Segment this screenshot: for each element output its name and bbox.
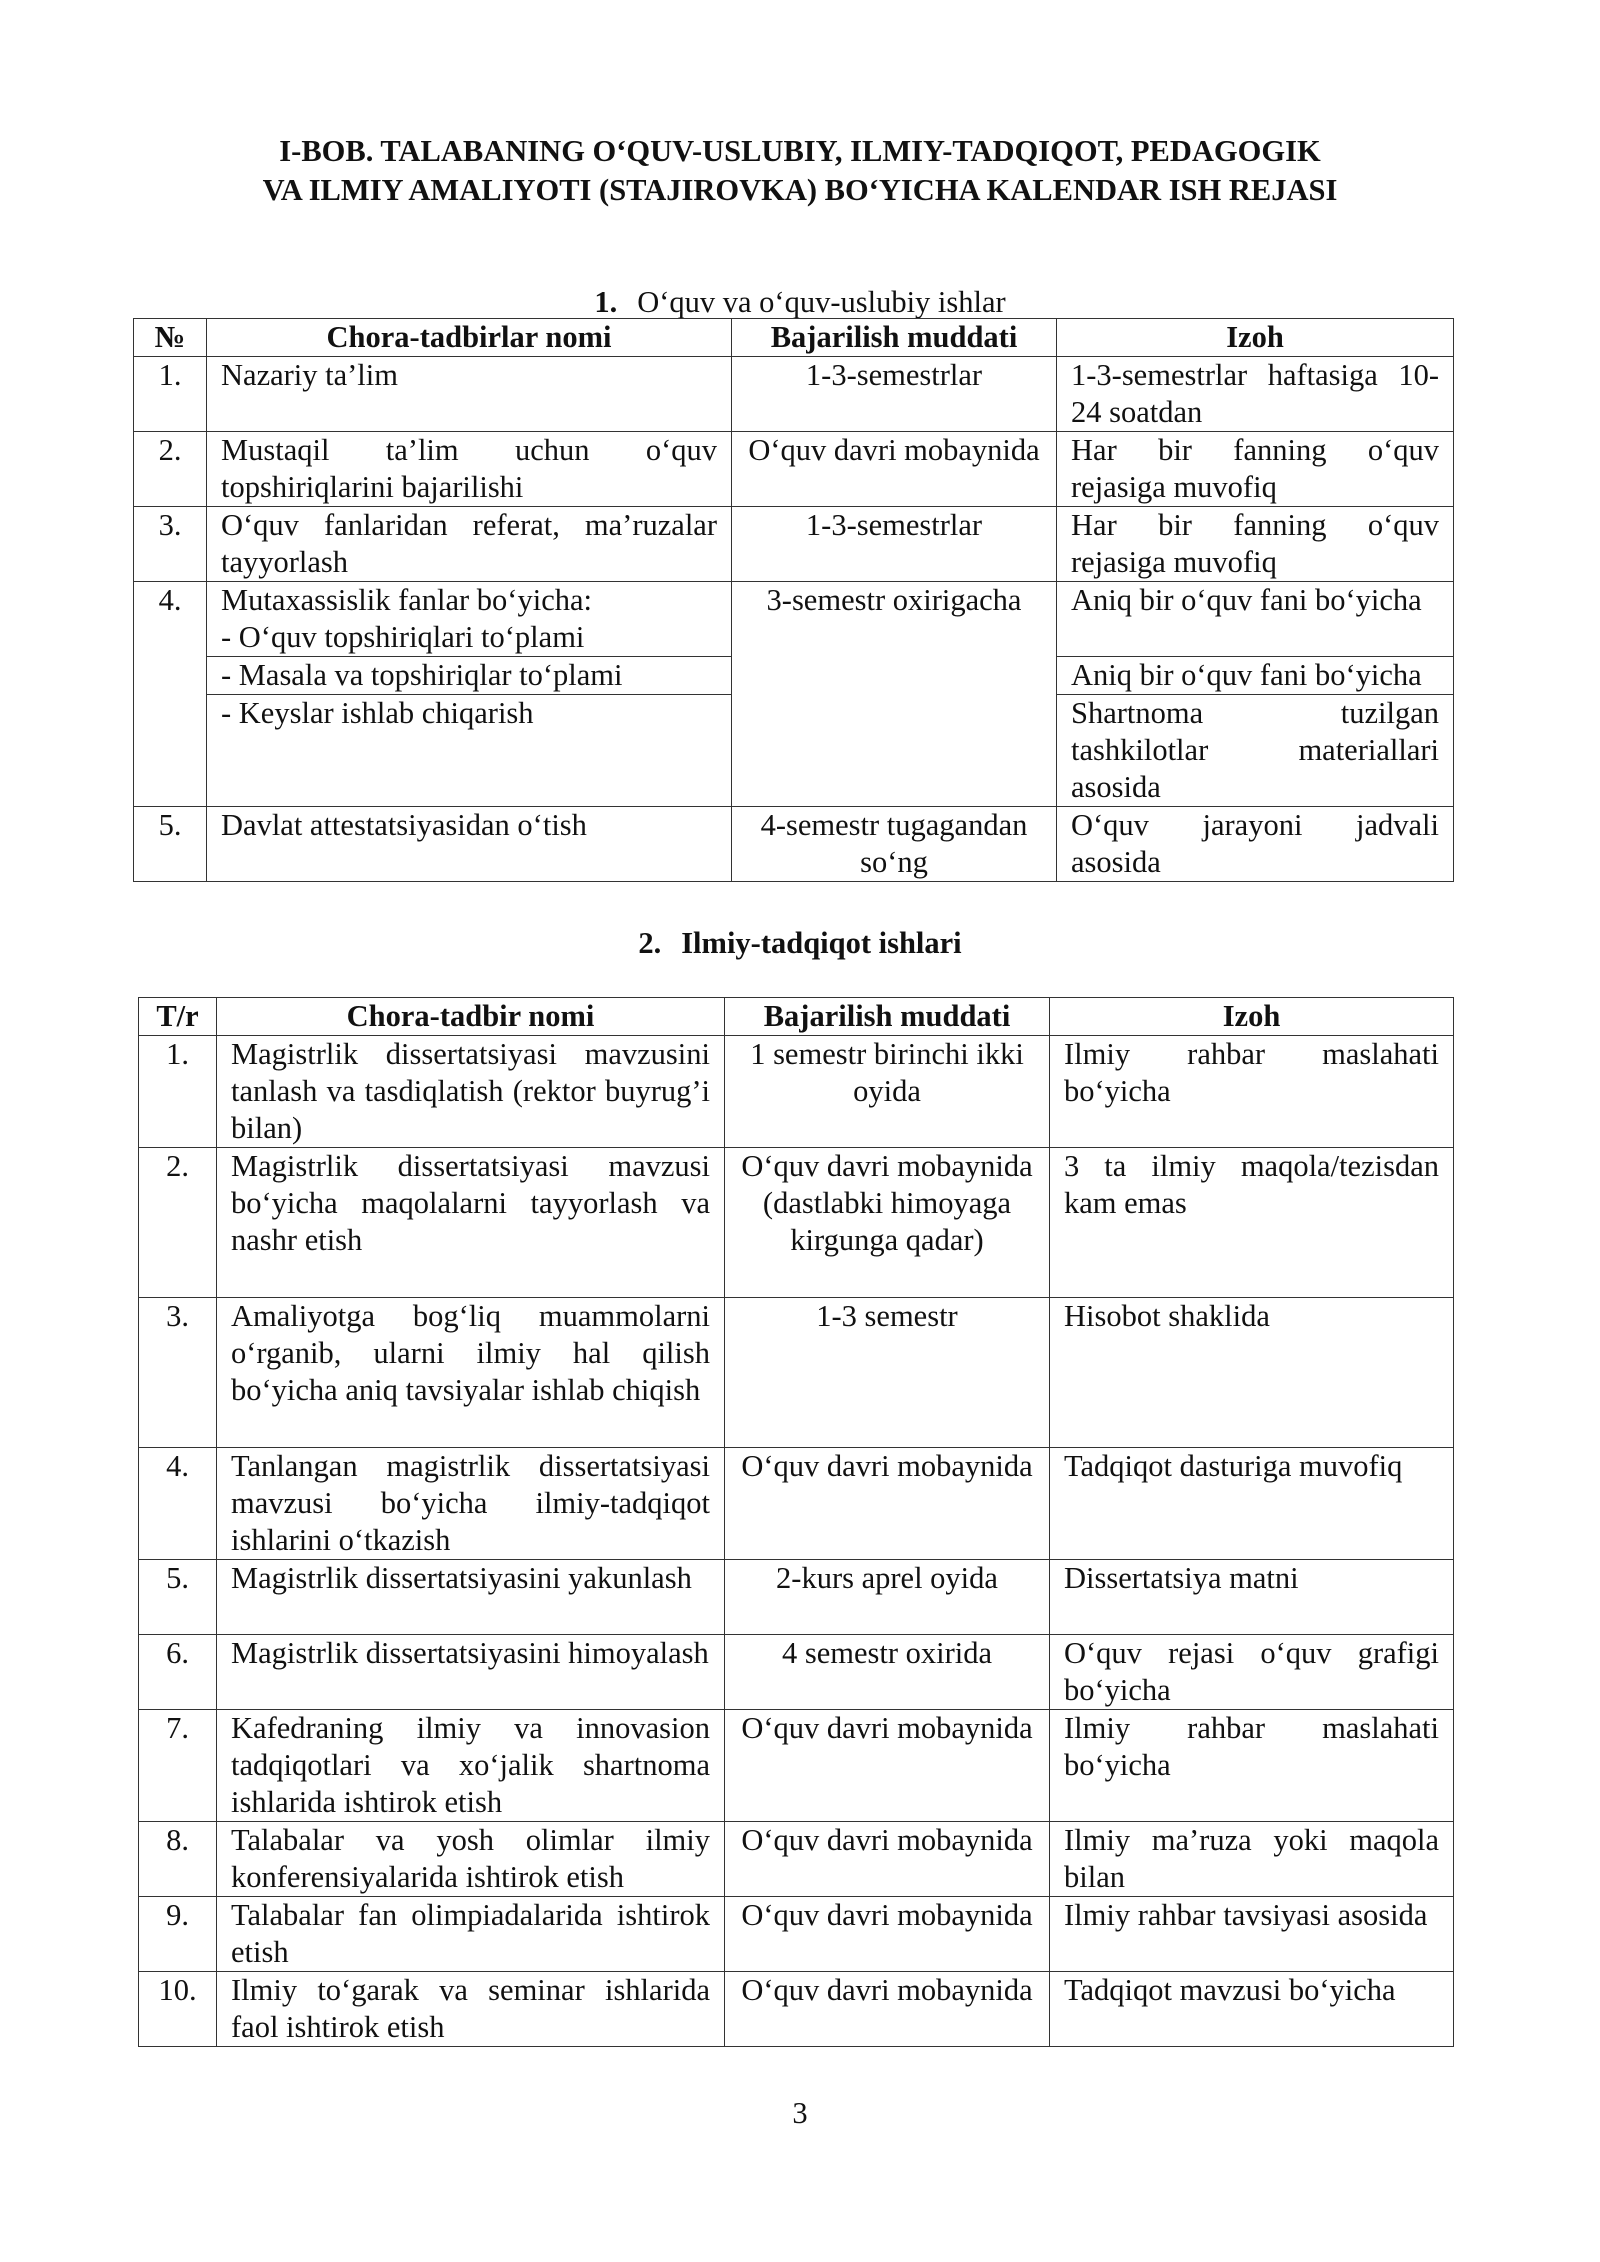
row-term: 2-kurs aprel oyida <box>725 1560 1050 1635</box>
table-row <box>139 1822 1454 1897</box>
column-header: Bajarilish muddati <box>725 998 1050 1036</box>
row-note: Aniq bir o‘quv fani bo‘yicha <box>1057 657 1454 695</box>
chapter-title-line-1: I-BOB. TALABANING O‘QUV-USLUBIY, ILMIY-TADQIQOT, PEDAGOGIK <box>279 134 1321 168</box>
chapter-title-line-2: VA ILMIY AMALIYOTI (STAJIROVKA) BO‘YICHA KALENDAR ISH REJASI <box>262 173 1338 207</box>
row-number: 1. <box>134 357 207 432</box>
table-header-row <box>139 998 1454 1036</box>
table-row <box>139 1148 1454 1298</box>
table-row <box>139 1635 1454 1710</box>
table-row <box>139 1710 1454 1822</box>
row-name: Tanlangan magistrlik dissertatsiyasi mavzusi bo‘yicha ilmiy-tadqiqot ishlarini o‘tkazish <box>217 1448 725 1560</box>
row-number: 7. <box>139 1710 217 1822</box>
row-name: Magistrlik dissertatsiyasini himoyalash <box>217 1635 725 1710</box>
section-2-number: 2. <box>638 926 662 960</box>
row-term: 3-semestr oxirigacha <box>732 582 1057 807</box>
table-header-row <box>134 319 1454 357</box>
row-term: O‘quv davri mobaynida <box>732 432 1057 507</box>
column-header: Chora-tadbirlar nomi <box>207 319 732 357</box>
section-1-number: 1. <box>594 285 618 319</box>
column-header: Izoh <box>1050 998 1454 1036</box>
row-term: 1-3-semestrlar <box>732 357 1057 432</box>
row-name: Talabalar va yosh olimlar ilmiy konferensiyalarida ishtirok etish <box>217 1822 725 1897</box>
row-name: Mustaqil ta’lim uchun o‘quv topshiriqlarini bajarilishi <box>207 432 732 507</box>
row-term: O‘quv davri mobaynida <box>725 1710 1050 1822</box>
row-note: Dissertatsiya matni <box>1050 1560 1454 1635</box>
row-name: Magistrlik dissertatsiyasini yakunlash <box>217 1560 725 1635</box>
table-row <box>139 1972 1454 2047</box>
section-2-title: Ilmiy-tadqiqot ishlari <box>681 926 962 960</box>
row-name: Magistrlik dissertatsiyasi mavzusini tanlash va tasdiqlatish (rektor buyrug’i bilan) <box>217 1036 725 1148</box>
row-note: Ilmiy rahbar maslahati bo‘yicha <box>1050 1036 1454 1148</box>
row-number: 8. <box>139 1822 217 1897</box>
row-number: 5. <box>139 1560 217 1635</box>
row-note: Har bir fanning o‘quv rejasiga muvofiq <box>1057 507 1454 582</box>
row-number: 4. <box>134 582 207 807</box>
column-header: № <box>134 319 207 357</box>
row-name: O‘quv fanlaridan referat, ma’ruzalar tayyorlash <box>207 507 732 582</box>
section-2-heading <box>0 925 1600 961</box>
row-term: 1-3 semestr <box>725 1298 1050 1448</box>
row-name: Davlat attestatsiyasidan o‘tish <box>207 807 732 882</box>
row-note: Aniq bir o‘quv fani bo‘yicha <box>1057 582 1454 657</box>
row-note: Shartnoma tuzilgan tashkilotlar materiallari asosida <box>1057 695 1454 807</box>
row-note: 3 ta ilmiy maqola/tezisdan kam emas <box>1050 1148 1454 1298</box>
section-1-title: O‘quv va o‘quv-uslubiy ishlar <box>637 285 1006 319</box>
row-term: O‘quv davri mobaynida <box>725 1897 1050 1972</box>
row-note: Ilmiy rahbar tavsiyasi asosida <box>1050 1897 1454 1972</box>
row-note: Tadqiqot dasturiga muvofiq <box>1050 1448 1454 1560</box>
table-row <box>134 507 1454 582</box>
row-number: 3. <box>139 1298 217 1448</box>
row-name: Nazariy ta’lim <box>207 357 732 432</box>
row-note: 1-3-semestrlar haftasiga 10-24 soatdan <box>1057 357 1454 432</box>
column-header: Bajarilish muddati <box>732 319 1057 357</box>
table-row <box>139 1560 1454 1635</box>
row-number: 4. <box>139 1448 217 1560</box>
table-row <box>134 807 1454 882</box>
column-header: T/r <box>139 998 217 1036</box>
row-note: Har bir fanning o‘quv rejasiga muvofiq <box>1057 432 1454 507</box>
chapter-title <box>0 132 1600 210</box>
section-2-table <box>138 997 1454 2047</box>
row-note: Ilmiy ma’ruza yoki maqola bilan <box>1050 1822 1454 1897</box>
row-name <box>207 582 732 657</box>
row-term: 1-3-semestrlar <box>732 507 1057 582</box>
row-name: - Masala va topshiriqlar to‘plami <box>207 657 732 695</box>
row-number: 5. <box>134 807 207 882</box>
row-term: 4-semestr tugagandan so‘ng <box>732 807 1057 882</box>
row-name: Ilmiy to‘garak va seminar ishlarida faol ishtirok etish <box>217 1972 725 2047</box>
row-number: 3. <box>134 507 207 582</box>
row-number: 2. <box>134 432 207 507</box>
row-term: O‘quv davri mobaynida <box>725 1972 1050 2047</box>
row-term: O‘quv davri mobaynida (dastlabki himoyaga kirgunga qadar) <box>725 1148 1050 1298</box>
row-term: 4 semestr oxirida <box>725 1635 1050 1710</box>
row-name-heading: Mutaxassislik fanlar bo‘yicha: <box>221 583 592 617</box>
table-row <box>139 1448 1454 1560</box>
row-name: Kafedraning ilmiy va innovasion tadqiqotlari va xo‘jalik shartnoma ishlarida ishtirok etish <box>217 1710 725 1822</box>
table-row <box>139 1298 1454 1448</box>
table-row <box>134 432 1454 507</box>
table-row <box>139 1036 1454 1148</box>
table-row <box>134 357 1454 432</box>
row-note: Ilmiy rahbar maslahati bo‘yicha <box>1050 1710 1454 1822</box>
table-row <box>139 1897 1454 1972</box>
row-note: Hisobot shaklida <box>1050 1298 1454 1448</box>
section-1-table <box>133 318 1454 882</box>
row-note: O‘quv rejasi o‘quv grafigi bo‘yicha <box>1050 1635 1454 1710</box>
row-number: 9. <box>139 1897 217 1972</box>
row-note: Tadqiqot mavzusi bo‘yicha <box>1050 1972 1454 2047</box>
column-header: Chora-tadbir nomi <box>217 998 725 1036</box>
row-number: 10. <box>139 1972 217 2047</box>
row-number: 2. <box>139 1148 217 1298</box>
row-name: Magistrlik dissertatsiyasi mavzusi bo‘yicha maqolalarni tayyorlash va nashr etish <box>217 1148 725 1298</box>
row-term: O‘quv davri mobaynida <box>725 1448 1050 1560</box>
row-term: O‘quv davri mobaynida <box>725 1822 1050 1897</box>
row-note: O‘quv jarayoni jadvali asosida <box>1057 807 1454 882</box>
row-term: 1 semestr birinchi ikki oyida <box>725 1036 1050 1148</box>
row-number: 1. <box>139 1036 217 1148</box>
section-1-heading <box>0 284 1600 320</box>
table-row <box>134 582 1454 657</box>
row-name: Amaliyotga bog‘liq muammolarni o‘rganib, ularni ilmiy hal qilish bo‘yicha aniq tavsiyalar ishlab chiqish <box>217 1298 725 1448</box>
column-header: Izoh <box>1057 319 1454 357</box>
row-name: Talabalar fan olimpiadalarida ishtirok etish <box>217 1897 725 1972</box>
row-name: - Keyslar ishlab chiqarish <box>207 695 732 807</box>
page-number: 3 <box>792 2096 808 2130</box>
row-number: 6. <box>139 1635 217 1710</box>
row-name-item: - O‘quv topshiriqlari to‘plami <box>221 620 585 654</box>
